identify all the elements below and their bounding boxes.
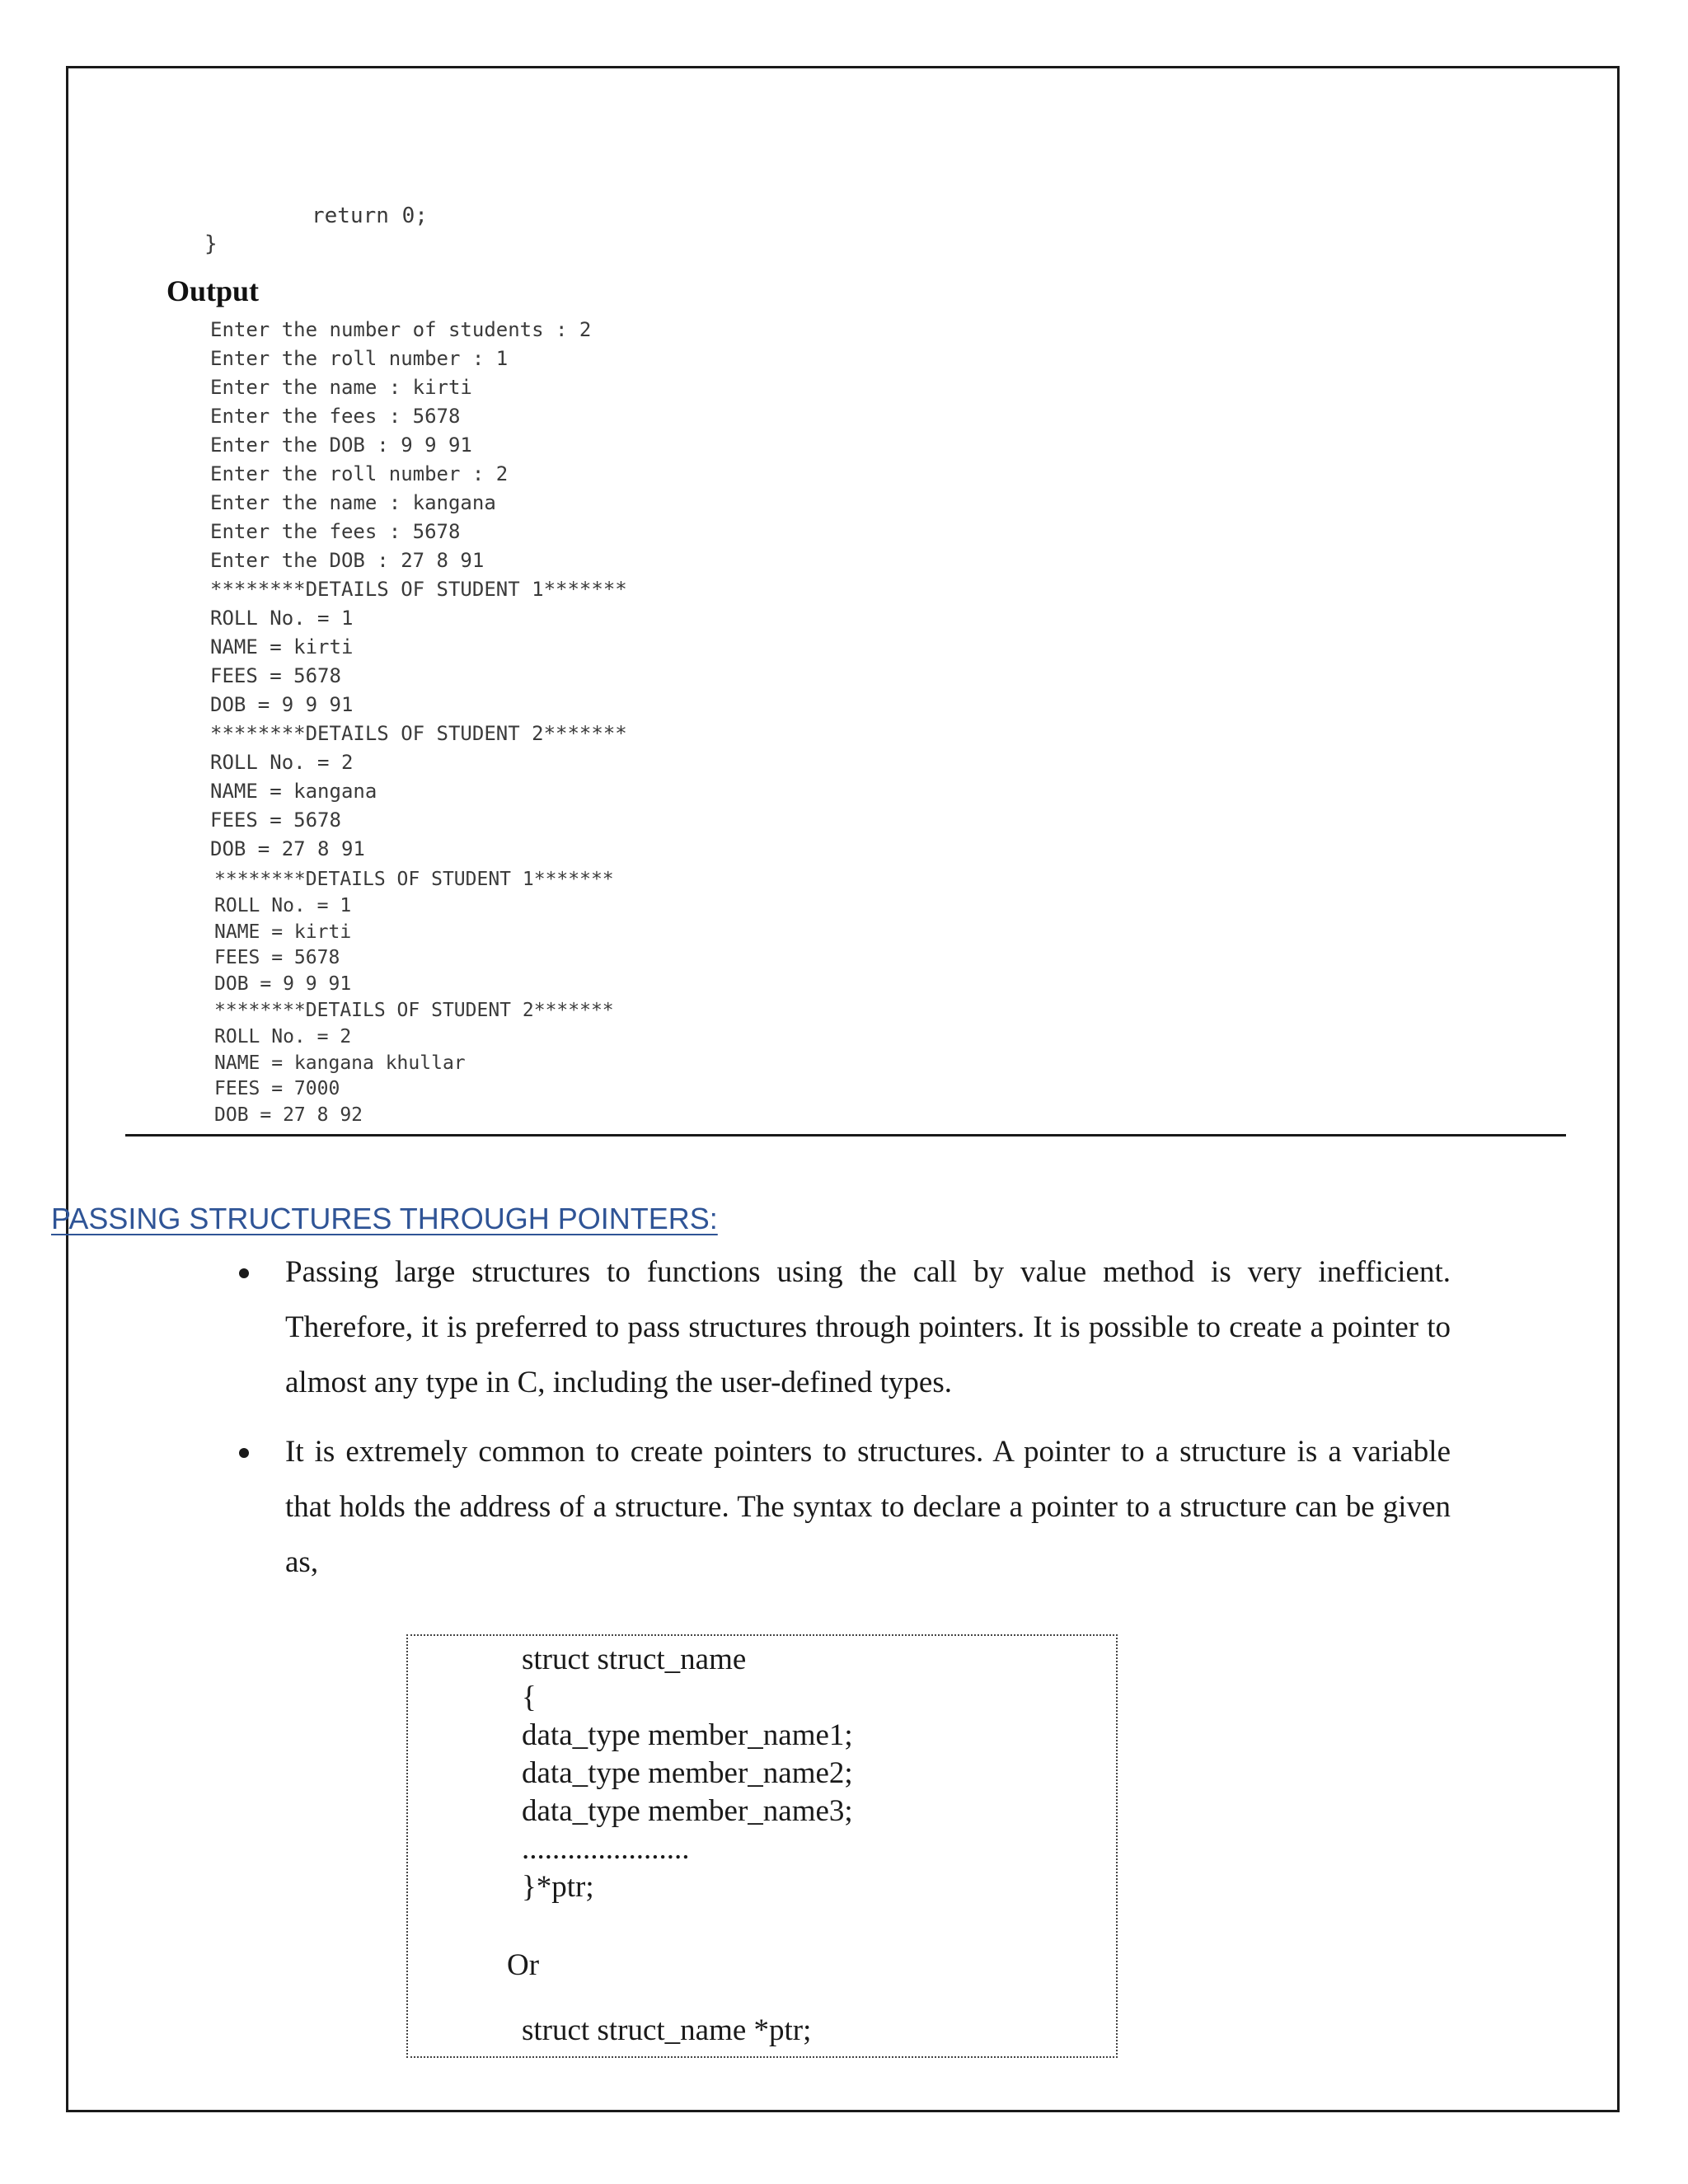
- console-line: ROLL No. = 1: [214, 894, 352, 916]
- output-heading: Output: [166, 274, 260, 307]
- console-output-second: [214, 867, 614, 1129]
- syntax-box: [406, 1634, 1118, 2058]
- console-line: FEES = 5678: [214, 947, 340, 969]
- syntax-line: }*ptr;: [522, 1870, 594, 1904]
- syntax-line: data_type member_name2;: [522, 1756, 853, 1790]
- console-line: DOB = 27 8 92: [214, 1104, 363, 1127]
- console-line: ********DETAILS OF STUDENT 2*******: [210, 722, 627, 745]
- console-line: Enter the fees : 5678: [210, 520, 461, 543]
- console-line: NAME = kangana khullar: [214, 1052, 466, 1074]
- console-line: Enter the roll number : 1: [210, 347, 509, 370]
- console-line: FEES = 5678: [210, 664, 341, 687]
- console-line: Enter the fees : 5678: [210, 405, 461, 428]
- console-line: Enter the DOB : 9 9 91: [210, 434, 472, 457]
- console-line: FEES = 5678: [210, 808, 341, 832]
- horizontal-divider: [125, 1134, 1566, 1137]
- bullet-text: Passing large structures to functions using the call by value method is very inefficient. Therefore, it is preferred to pass structures through pointers. It is possible to create a pointer to almost any type in C, including the user-defined types.: [285, 1255, 1451, 1399]
- code-line-closing-brace: }: [204, 232, 218, 256]
- bullet-icon: [239, 1268, 249, 1278]
- syntax-line: data_type member_name3;: [522, 1794, 853, 1828]
- bullet-item: [239, 1244, 1451, 1410]
- console-line: ********DETAILS OF STUDENT 1*******: [210, 578, 627, 601]
- console-line: ROLL No. = 2: [214, 1025, 352, 1047]
- section-heading: PASSING STRUCTURES THROUGH POINTERS:: [51, 1202, 718, 1235]
- syntax-or: Or: [507, 1948, 540, 1982]
- code-snippet-tail: [204, 202, 428, 258]
- console-line: ROLL No. = 2: [210, 751, 354, 774]
- console-line: Enter the name : kirti: [210, 376, 472, 399]
- console-line: NAME = kangana: [210, 780, 377, 803]
- bullet-text: It is extremely common to create pointers to structures. A pointer to a structure is a variable that holds the address of a structure. The syntax to declare a pointer to a structure can be given as,: [285, 1435, 1451, 1579]
- console-line: Enter the number of students : 2: [210, 318, 592, 341]
- syntax-line: {: [522, 1680, 537, 1714]
- bullet-list: [239, 1244, 1451, 1590]
- console-line: Enter the name : kangana: [210, 491, 496, 514]
- syntax-line: struct struct_name: [522, 1643, 747, 1676]
- console-line: NAME = kirti: [210, 635, 354, 658]
- bullet-item: [239, 1424, 1451, 1590]
- console-line: NAME = kirti: [214, 921, 352, 943]
- syntax-line: ......................: [522, 1832, 690, 1866]
- syntax-alt-line: struct struct_name *ptr;: [522, 2013, 812, 2047]
- console-line: Enter the roll number : 2: [210, 462, 509, 485]
- console-line: DOB = 9 9 91: [214, 973, 352, 996]
- syntax-line: data_type member_name1;: [522, 1718, 853, 1752]
- console-line: ********DETAILS OF STUDENT 1*******: [214, 869, 614, 890]
- console-line: DOB = 27 8 91: [210, 837, 365, 860]
- console-output: [210, 316, 627, 864]
- code-line-return: return 0;: [312, 204, 428, 228]
- console-line: DOB = 9 9 91: [210, 693, 354, 716]
- bullet-icon: [239, 1448, 249, 1458]
- console-line: ROLL No. = 1: [210, 607, 354, 630]
- console-line: Enter the DOB : 27 8 91: [210, 549, 485, 572]
- console-line: ********DETAILS OF STUDENT 2*******: [214, 999, 614, 1021]
- console-line: FEES = 7000: [214, 1078, 340, 1100]
